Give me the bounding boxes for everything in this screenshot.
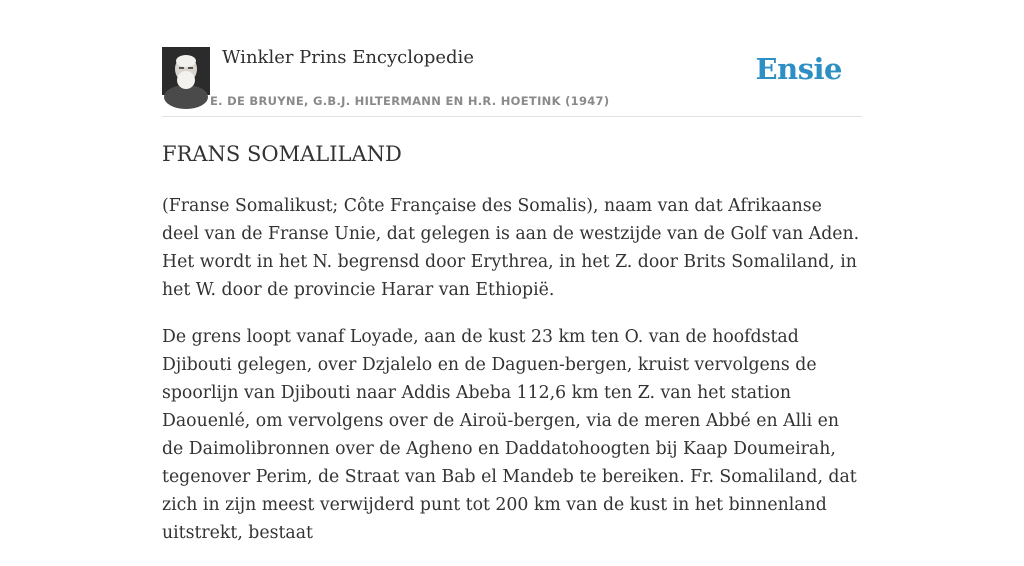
author-portrait-icon xyxy=(162,47,210,95)
article-paragraph: De grens loopt vanaf Loyade, aan de kust 23 km ten O. van de hoofdstad Djibouti gelegen, over Dzjalelo en de Daguen-bergen, kruist vervolgens de spoorlijn van Djibouti naar Addis Abeba 112,6 km ten Z. van het station Daouenlé, om vervolgens over de Airoü-bergen, via de meren Abbé en Alli en de Daimolibronnen over de Agheno en Daddatohoogten bij Kaap Doumeirah, tegenover Perim, de Straat van Bab el Mandeb te bereiken. Fr. Somaliland, dat zich in zijn meest verwijderd punt tot 200 km van de kust in het binnenland uitstrekt, bestaat xyxy=(162,327,857,543)
site-title[interactable]: Winkler Prins Encyclopedie xyxy=(222,47,474,68)
article-title: FRANS SOMALILAND xyxy=(162,142,402,166)
site-header xyxy=(162,44,862,117)
authors-line: E. DE BRUYNE, G.B.J. HILTERMANN EN H.R. HOETINK (1947) xyxy=(210,94,610,108)
author-avatar[interactable] xyxy=(162,47,210,95)
article-paragraph: (Franse Somalikust; Côte Française des Somalis), naam van dat Afrikaanse deel van de Franse Unie, dat gelegen is aan de westzijde van de Golf van Aden. Het wordt in het N. begrensd door Erythrea, in het Z. door Brits Somaliland, in het W. door de provincie Harar van Ethiopië. xyxy=(162,196,860,300)
article-body xyxy=(162,192,862,566)
ensie-logo[interactable]: Ensie xyxy=(755,52,842,86)
